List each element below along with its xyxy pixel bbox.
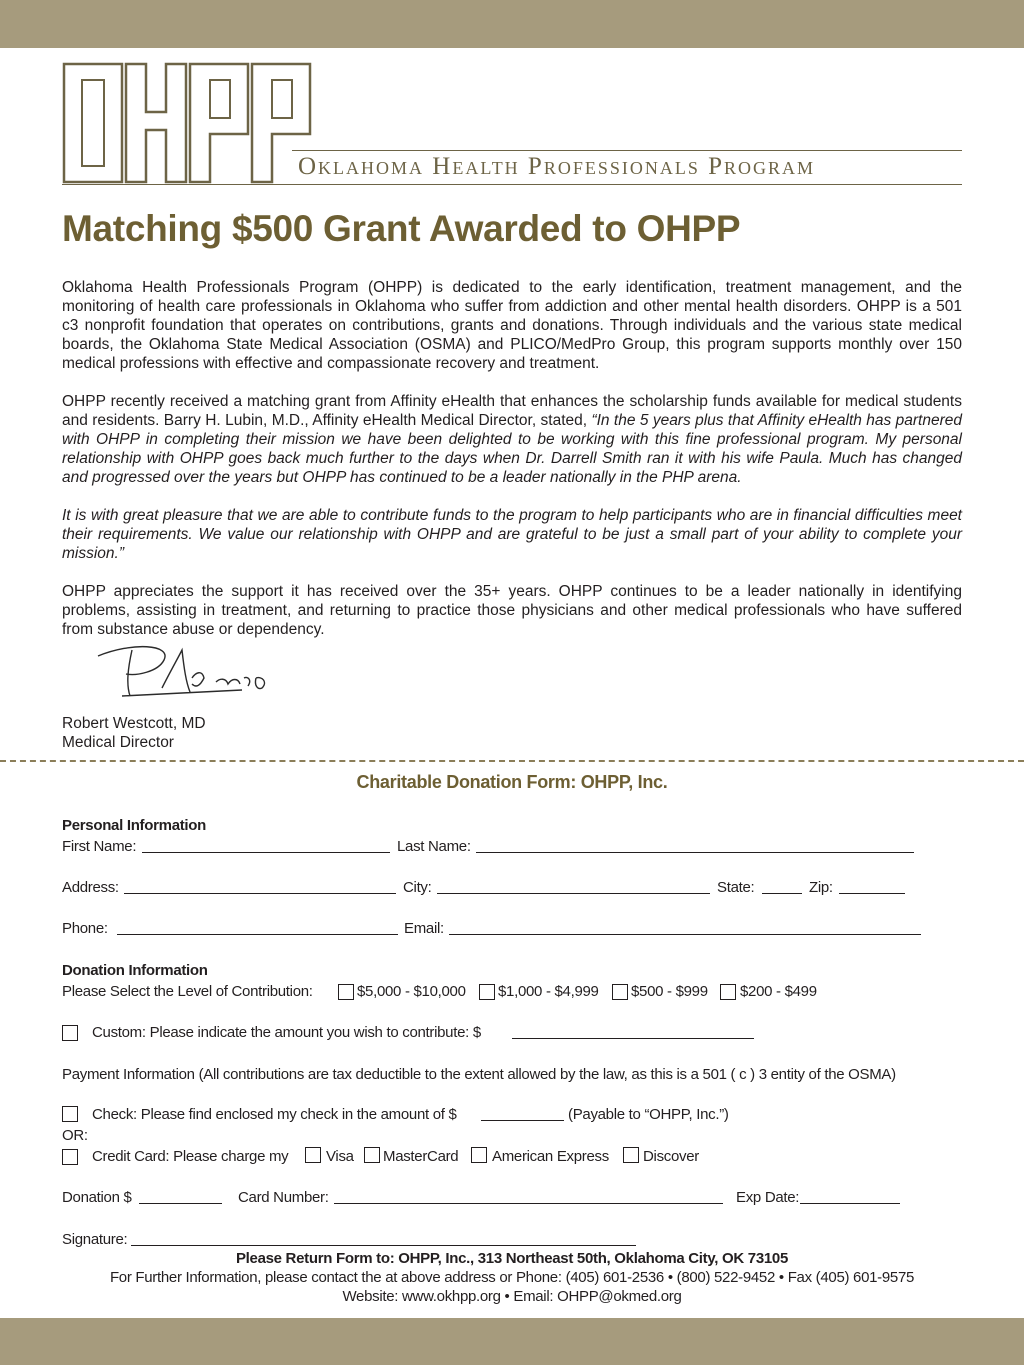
phone-field[interactable] bbox=[117, 934, 398, 935]
check-payment-label: Check: Please find enclosed my check in the amount of $ bbox=[92, 1106, 457, 1123]
ohpp-logo bbox=[62, 62, 314, 184]
signer-name: Robert Westcott, MD bbox=[62, 715, 206, 732]
level-checkbox-1000[interactable] bbox=[479, 984, 495, 1000]
bottom-band bbox=[0, 1318, 1024, 1365]
website-email: Website: www.okhpp.org • Email: OHPP@okmed.org bbox=[342, 1288, 682, 1305]
email-label: Email: bbox=[404, 920, 444, 937]
level-checkbox-200[interactable] bbox=[720, 984, 736, 1000]
exp-date-field[interactable] bbox=[800, 1203, 900, 1204]
city-label: City: bbox=[403, 879, 432, 896]
phone-label: Phone: bbox=[62, 920, 108, 937]
credit-card-checkbox[interactable] bbox=[62, 1149, 78, 1165]
level-checkbox-500[interactable] bbox=[612, 984, 628, 1000]
program-name: Oklahoma Health Professionals Program bbox=[298, 153, 816, 180]
level-option-label: $5,000 - $10,000 bbox=[357, 983, 466, 1000]
card-option-label: Discover bbox=[643, 1148, 699, 1165]
article-paragraph: OHPP appreciates the support it has received over the 35+ years. OHPP continues to be a leader nationally in identifying problems, assisting in treatment, and returning to practice those physicians and other medical professionals who have suffered from substance abuse or dependency. bbox=[62, 583, 962, 638]
level-checkbox-5000[interactable] bbox=[338, 984, 354, 1000]
custom-amount-checkbox[interactable] bbox=[62, 1025, 78, 1041]
card-option-label: Visa bbox=[326, 1148, 354, 1165]
top-band bbox=[0, 0, 1024, 48]
address-field[interactable] bbox=[124, 893, 396, 894]
cut-line bbox=[0, 760, 1024, 762]
check-payable-note: (Payable to “OHPP, Inc.”) bbox=[568, 1106, 729, 1123]
level-option-label: $200 - $499 bbox=[740, 983, 817, 1000]
amex-checkbox[interactable] bbox=[471, 1147, 487, 1163]
credit-card-label: Credit Card: Please charge my bbox=[92, 1148, 289, 1165]
mastercard-checkbox[interactable] bbox=[364, 1147, 380, 1163]
last-name-label: Last Name: bbox=[397, 838, 471, 855]
level-option-label: $1,000 - $4,999 bbox=[498, 983, 599, 1000]
state-label: State: bbox=[717, 879, 755, 896]
donation-amount-label: Donation $ bbox=[62, 1189, 132, 1206]
email-field[interactable] bbox=[449, 934, 921, 935]
signature-label: Signature: bbox=[62, 1231, 128, 1248]
first-name-field[interactable] bbox=[142, 852, 390, 853]
zip-label: Zip: bbox=[809, 879, 833, 896]
level-option-label: $500 - $999 bbox=[631, 983, 708, 1000]
header-rule bbox=[292, 150, 962, 151]
return-address: Please Return Form to: OHPP, Inc., 313 Northeast 50th, Oklahoma City, OK 73105 bbox=[235, 1250, 789, 1267]
city-field[interactable] bbox=[437, 893, 710, 894]
contribution-level-label: Please Select the Level of Contribution: bbox=[62, 983, 313, 1000]
card-option-label: MasterCard bbox=[383, 1148, 459, 1165]
last-name-field[interactable] bbox=[476, 852, 914, 853]
signer-block bbox=[62, 714, 206, 752]
visa-checkbox[interactable] bbox=[305, 1147, 321, 1163]
personal-info-heading: Personal Information bbox=[62, 817, 207, 834]
state-field[interactable] bbox=[762, 893, 802, 894]
donation-amount-field[interactable] bbox=[139, 1203, 222, 1204]
custom-amount-field[interactable] bbox=[512, 1038, 754, 1039]
handwritten-signature bbox=[92, 638, 274, 704]
exp-date-label: Exp Date: bbox=[736, 1189, 800, 1206]
card-option-label: American Express bbox=[492, 1148, 609, 1165]
article-paragraph: It is with great pleasure that we are able to contribute funds to the program to help participants who are in financial difficulties meet their requirements. We value our relationship with OHPP and are grateful to be just a small part of your ability to complete your mission.” bbox=[62, 507, 962, 562]
article-paragraph: OHPP recently received a matching grant from Affinity eHealth that enhances the scholarship funds available for medical students and residents. Barry H. Lubin, M.D., Affinity eHealth Medical Director, stated, “In the 5 years plus that Affinity eHealth has partnered with OHPP in completing their mission we have been delighted to be working with this fine professional program. My personal relationship with OHPP goes back much further to the days when Dr. Darrell Smith ran it with his wife Paula. Much has changed and progressed over the years but OHPP has continued to be a leader nationally in the PHP arena. bbox=[62, 393, 962, 486]
card-number-label: Card Number: bbox=[238, 1189, 329, 1206]
check-payment-checkbox[interactable] bbox=[62, 1106, 78, 1122]
contact-info: For Further Information, please contact the at above address or Phone: (405) 601-2536 • (800) 522-9452 • Fax (405) 601-9575 bbox=[109, 1269, 915, 1286]
form-title: Charitable Donation Form: OHPP, Inc. bbox=[356, 772, 668, 792]
zip-field[interactable] bbox=[839, 893, 905, 894]
card-number-field[interactable] bbox=[334, 1203, 723, 1204]
address-label: Address: bbox=[62, 879, 119, 896]
discover-checkbox[interactable] bbox=[623, 1147, 639, 1163]
custom-amount-label: Custom: Please indicate the amount you wish to contribute: $ bbox=[92, 1024, 481, 1041]
check-amount-field[interactable] bbox=[481, 1120, 564, 1121]
header-rule bbox=[62, 184, 962, 185]
article-headline: Matching $500 Grant Awarded to OHPP bbox=[62, 208, 741, 249]
donation-info-heading: Donation Information bbox=[62, 962, 208, 979]
or-label: OR: bbox=[62, 1127, 88, 1144]
signature-field[interactable] bbox=[131, 1245, 636, 1246]
payment-info-note: Payment Information (All contributions are tax deductible to the extent allowed by the law, as this is a 501 ( c ) 3 entity of the OSMA) bbox=[62, 1066, 896, 1083]
signer-title: Medical Director bbox=[62, 734, 174, 751]
article-paragraph: Oklahoma Health Professionals Program (OHPP) is dedicated to the early identification, treatment management, and the monitoring of health care professionals in Oklahoma who suffer from addiction and other mental health disorders. OHPP is a 501 c3 nonprofit foundation that operates on contributions, grants and donations. Through individuals and the various state medical boards, the Oklahoma State Medical Association (OSMA) and PLICO/MedPro Group, this program supports monthly over 150 medical professions with effective and compassionate recovery and treatment. bbox=[62, 279, 962, 372]
first-name-label: First Name: bbox=[62, 838, 137, 855]
